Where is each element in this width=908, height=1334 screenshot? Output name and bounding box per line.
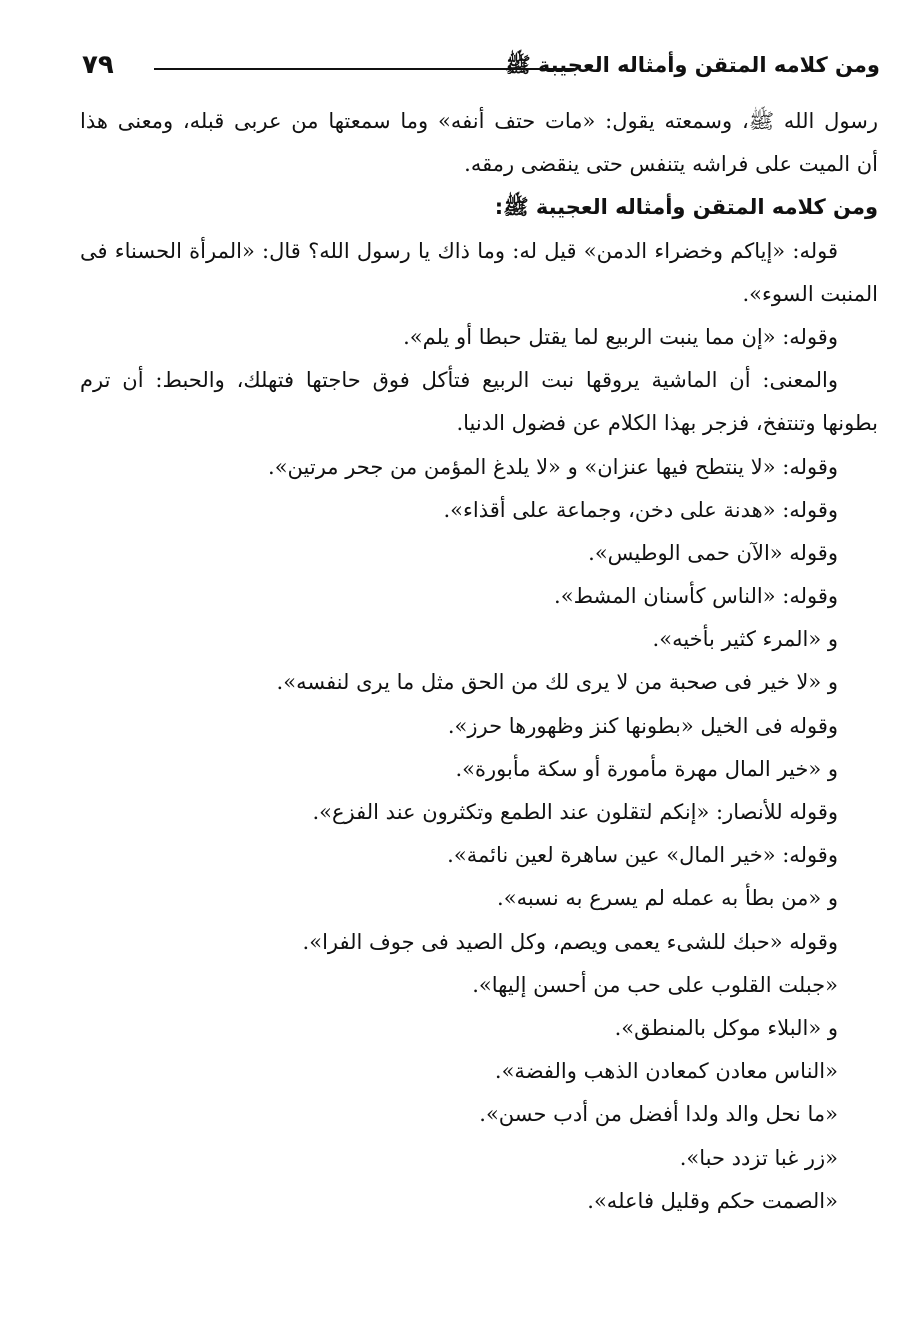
page-header bbox=[82, 48, 880, 88]
text-line: والمعنى: أن الماشية يروقها نبت الربيع فتأكل فوق حاجتها فتهلك، والحبط: أن ترم bbox=[80, 368, 838, 393]
text-line: و «البلاء موكل بالمنطق». bbox=[614, 1015, 838, 1040]
text-line: «زر غبا تزدد حبا». bbox=[679, 1145, 838, 1170]
text-line: وقوله: «هدنة على دخن، وجماعة على أقذاء». bbox=[443, 497, 838, 522]
text-line: بطونها وتنتفخ، فزجر بهذا الكلام عن فضول الدنيا. bbox=[456, 411, 878, 436]
text-line: المنبت السوء». bbox=[742, 281, 878, 306]
text-line: وقوله: «إن مما ينبت الربيع لما يقتل حبطا أو يلم». bbox=[403, 324, 838, 349]
text-line: وقوله «الآن حمى الوطيس». bbox=[588, 540, 838, 565]
text-line: و «لا خير فى صحبة من لا يرى لك من الحق مثل ما يرى لنفسه». bbox=[276, 670, 838, 695]
text-line: وقوله: «الناس كأسنان المشط». bbox=[554, 584, 838, 609]
text-line: و «من بطأ به عمله لم يسرع به نسبه». bbox=[497, 886, 838, 911]
body-text bbox=[80, 100, 878, 1223]
text-line: «الناس معادن كمعادن الذهب والفضة». bbox=[494, 1059, 838, 1084]
text-line: «ما نحل والد ولدا أفضل من أدب حسن». bbox=[479, 1102, 838, 1127]
running-title: ومن كلامه المتقن وأمثاله العجيبة ﷺ bbox=[505, 53, 880, 77]
text-line: وقوله «حبك للشىء يعمى ويصم، وكل الصيد فى جوف الفرا». bbox=[302, 929, 838, 954]
text-line: أن الميت على فراشه يتنفس حتى ينقضى رمقه. bbox=[464, 152, 878, 177]
text-line: «الصمت حكم وقليل فاعله». bbox=[587, 1188, 838, 1213]
page-number: ٧٩ bbox=[82, 50, 114, 80]
text-line: وقوله: «خير المال» عين ساهرة لعين نائمة». bbox=[447, 843, 838, 868]
text-line: و «خير المال مهرة مأمورة أو سكة مأبورة». bbox=[455, 756, 838, 781]
text-line: «جبلت القلوب على حب من أحسن إليها». bbox=[472, 972, 838, 997]
text-line: وقوله للأنصار: «إنكم لتقلون عند الطمع وتكثرون عند الفزع». bbox=[312, 800, 838, 824]
text-line: و «المرء كثير بأخيه». bbox=[652, 627, 838, 652]
text-line: وقوله فى الخيل «بطونها كنز وظهورها حرز». bbox=[447, 713, 838, 738]
text-line: رسول الله ﷺ، وسمعته يقول: «مات حتف أنفه» وما سمعتها من عربى قبله، ومعنى هذا bbox=[80, 109, 878, 133]
text-line: قوله: «إياكم وخضراء الدمن» قيل له: وما ذاك يا رسول الله؟ قال: «المرأة الحسناء فى bbox=[80, 238, 838, 263]
text-line: وقوله: «لا ينتطح فيها عنزان» و «لا يلدغ المؤمن من جحر مرتين». bbox=[268, 454, 838, 479]
section-heading: ومن كلامه المتقن وأمثاله العجيبة ﷺ: bbox=[494, 195, 878, 220]
